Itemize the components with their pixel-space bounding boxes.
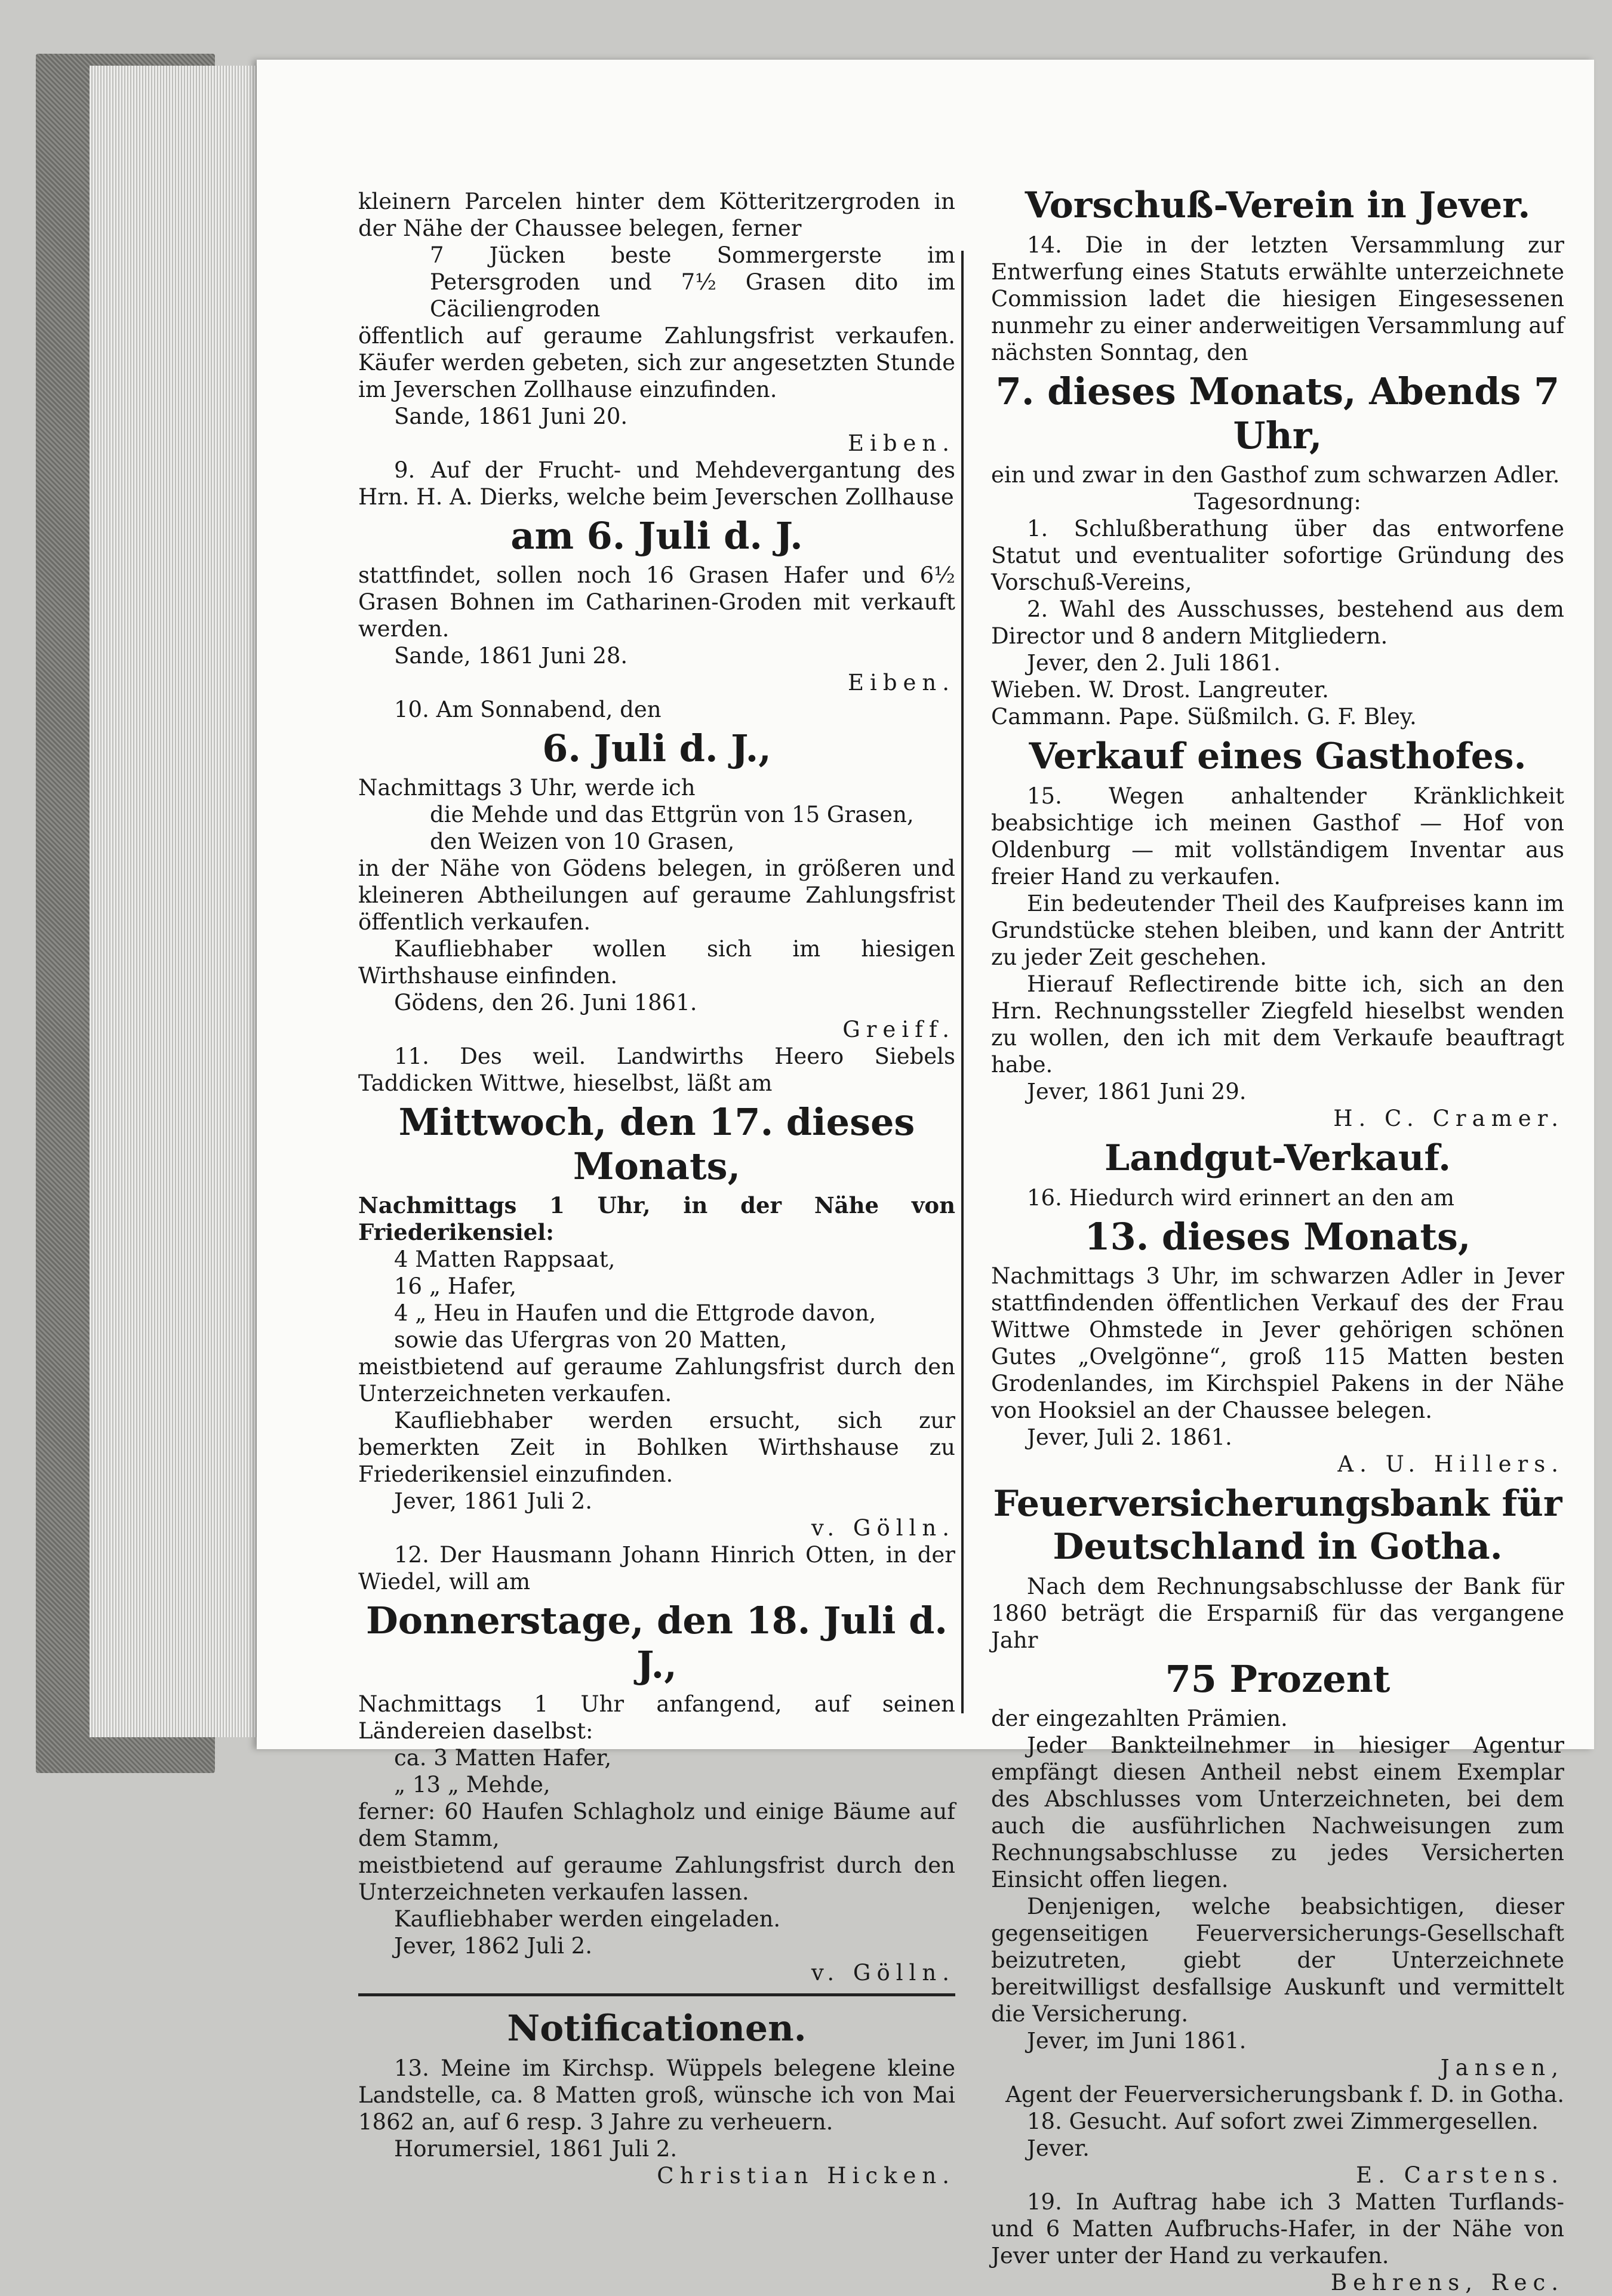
text: Jeder Bankteilnehmer in hiesiger Agentur empfängt diesen Antheil nebst einem Exemplar des Abschlusses vom Unterzeichneten, bei dem auch die ausführlichen Nachweisungen zum Rechnungsabschlusse zu jedes Versicherten Einsicht offen liegen.	[991, 1732, 1564, 1892]
date-line: Jever, Juli 2. 1861.	[1027, 1424, 1232, 1450]
ad-13: 13. Meine im Kirchsp. Wüppels belegene kleine Landstelle, ca. 8 Matten groß, wünsche ich von Mai 1862 an, auf 6 resp. 3 Jahre zu verheuern.	[358, 2055, 955, 2135]
text: Denjenigen, welche beabsichtigen, dieser gegenseitigen Feuerversicherungs-Gesellschaft beizutreten, giebt der Unterzeichnete bereitwilligst desfallsige Auskunft und vermittelt die Versicherung.	[991, 1894, 1564, 2027]
ad-15: 15. Wegen anhaltender Kränklichkeit beabsichtige ich meinen Gasthof — Hof von Oldenburg — mit vollständigem Inventar aus freier Hand zu verkaufen.	[991, 783, 1564, 890]
heading-feuerversicherungsbank: Feuerversicherungsbank für Deutschland in Gotha.	[993, 1483, 1562, 1568]
text: Kaufliebhaber werden eingeladen.	[394, 1906, 781, 1932]
text: ein und zwar in den Gasthof zum schwarzen Adler.	[991, 462, 1560, 488]
text: Tagesordnung:	[1194, 489, 1361, 515]
signature: Eiben.	[847, 430, 955, 456]
text: meistbietend auf geraume Zahlungsfrist durch den Unterzeichneten verkaufen lassen.	[358, 1852, 955, 1905]
text: 7 Jücken beste Sommergerste im Petersgroden und 7½ Grasen dito im Cäciliengroden	[430, 242, 955, 322]
ad-16: 16. Hiedurch wird erinnert an den am	[1027, 1185, 1455, 1211]
text: 1. Schlußberathung über das entworfene Statut und eventualiter sofortige Gründung des Vorschuß-Vereins,	[991, 516, 1564, 595]
ad-12-heading: Donnerstage, den 18. Juli d. J.,	[365, 1599, 948, 1686]
ad-10: 10. Am Sonnabend, den	[394, 697, 662, 722]
left-column	[358, 188, 955, 2189]
text: Nachmittags 1 Uhr, in der Nähe von Friederikensiel:	[358, 1192, 955, 1245]
date-line: Jever, den 2. Juli 1861.	[1027, 650, 1281, 676]
text: kleinern Parcelen hinter dem Kötteritzergroden in der Nähe der Chaussee belegen, ferner	[358, 189, 955, 241]
heading-vorschuss-verein: Vorschuß-Verein in Jever.	[1025, 184, 1531, 226]
text: Kaufliebhaber wollen sich im hiesigen Wirthshause einfinden.	[358, 936, 955, 989]
text: Hierauf Reflectirende bitte ich, sich an den Hrn. Rechnungssteller Ziegfeld hieselbst wenden zu wollen, den ich mit dem Verkaufe beauftragt habe.	[991, 971, 1564, 1078]
date-line: Jever, 1861 Juli 2.	[394, 1488, 592, 1514]
heading-verkauf-gasthof: Verkauf eines Gasthofes.	[1029, 735, 1527, 777]
signature: Christian Hicken.	[657, 2163, 955, 2189]
newspaper-page	[257, 60, 1594, 2295]
date-line: Horumersiel, 1861 Juli 2.	[394, 2136, 678, 2162]
right-column	[991, 179, 1564, 2296]
text: stattfindet, sollen noch 16 Grasen Hafer und 6½ Grasen Bohnen im Catharinen-Groden mit verkauft werden.	[358, 562, 955, 642]
text: 4 „ Heu in Haufen und die Ettgrode davon,	[394, 1300, 876, 1326]
ad-11: 11. Des weil. Landwirths Heero Siebels Taddicken Wittwe, hieselbst, läßt am	[358, 1044, 955, 1096]
text: 4 Matten Rappsaat,	[394, 1247, 616, 1272]
text: 16 „ Hafer,	[394, 1273, 517, 1299]
ad-9: 9. Auf der Frucht- und Mehdevergantung des Hrn. H. A. Dierks, welche beim Jeverschen Zollhause	[358, 457, 955, 510]
ad-19: 19. In Auftrag habe ich 3 Matten Turflands- und 6 Matten Aufbruchs-Hafer, in der Nähe von Jever unter der Hand zu verkaufen.	[991, 2189, 1564, 2269]
text: Nachmittags 1 Uhr anfangend, auf seinen Ländereien daselbst:	[358, 1691, 955, 1744]
ad-12: 12. Der Hausmann Johann Hinrich Otten, in der Wiedel, will am	[358, 1542, 955, 1595]
text: sowie das Ufergras von 20 Matten,	[394, 1327, 787, 1353]
text: Kaufliebhaber werden ersucht, sich zur bemerkten Zeit in Bohlken Wirthshause zu Friederikensiel einzufinden.	[358, 1408, 955, 1487]
signature: Cammann. Pape. Süßmilch. G. F. Bley.	[991, 704, 1417, 730]
text: Jever.	[1027, 2135, 1090, 2161]
ad-18: 18. Gesucht. Auf sofort zwei Zimmergesellen.	[1027, 2109, 1539, 2134]
date-line: Sande, 1861 Juni 28.	[394, 643, 628, 669]
date-line: Jever, im Juni 1861.	[1027, 2028, 1247, 2054]
text: in der Nähe von Gödens belegen, in größeren und kleineren Abtheilungen auf geraume Zahlungsfrist öffentlich verkaufen.	[358, 855, 955, 935]
date-line: Gödens, den 26. Juni 1861.	[394, 990, 697, 1015]
heading-landgut-verkauf: Landgut-Verkauf.	[1105, 1137, 1451, 1179]
text: der eingezahlten Prämien.	[991, 1706, 1288, 1731]
text: 2. Wahl des Ausschusses, bestehend aus dem Director und 8 andern Mitgliedern.	[991, 596, 1564, 649]
ad-10-heading: 6. Juli d. J.,	[542, 727, 771, 770]
section-heading-notificationen: Notificationen.	[507, 2008, 807, 2049]
signature-title: Agent der Feuerversicherungsbank f. D. in Gotha.	[1005, 2082, 1564, 2107]
date-line: Jever, 1861 Juni 29.	[1027, 1079, 1247, 1104]
signature: v. Gölln.	[811, 1960, 955, 1986]
signature: v. Gölln.	[811, 1515, 955, 1541]
signature: Jansen,	[1440, 2055, 1564, 2080]
signature: Greiff.	[842, 1017, 955, 1042]
signature: E. Carstens.	[1356, 2162, 1564, 2188]
ad-14: 14. Die in der letzten Versammlung zur Entwerfung eines Statuts erwählte unterzeichnete Commission ladet die hiesigen Eingesessenen nunmehr zu einer anderweitigen Versammlung auf nächsten Sonntag, den	[991, 232, 1564, 365]
column-rule	[961, 251, 964, 1713]
text: ca. 3 Matten Hafer,	[394, 1745, 612, 1771]
signature: Behrens, Rec.	[1330, 2270, 1564, 2295]
section-rule	[358, 1993, 955, 1996]
text: öffentlich auf geraume Zahlungsfrist verkaufen. Käufer werden gebeten, sich zur angesetzten Stunde im Jeverschen Zollhause einzufinden.	[358, 323, 955, 402]
text: meistbietend auf geraume Zahlungsfrist durch den Unterzeichneten verkaufen.	[358, 1354, 955, 1406]
text: ferner: 60 Haufen Schlagholz und einige Bäume auf dem Stamm,	[358, 1799, 955, 1851]
text: die Mehde und das Ettgrün von 15 Grasen,	[430, 802, 914, 827]
text: den Weizen von 10 Grasen,	[430, 829, 735, 854]
ad-14-heading: 7. dieses Monats, Abends 7 Uhr,	[995, 370, 1560, 457]
text: Nachmittags 3 Uhr, im schwarzen Adler in Jever stattfindenden öffentlichen Verkauf des der Frau Wittwe Ohmstede in Jever gehörigen schönen Gutes „Ovelgönne“, groß 115 Matten besten Grodenlandes, im Kirchspiel Pakens in der Nähe von Hooksiel an der Chaussee belegen.	[991, 1263, 1564, 1423]
date-line: Jever, 1862 Juli 2.	[394, 1933, 592, 1959]
text: Ein bedeutender Theil des Kaufpreises kann im Grundstücke stehen bleiben, und kann der Antritt zu jeder Zeit geschehen.	[991, 891, 1564, 970]
text: „ 13 „ Mehde,	[394, 1772, 550, 1798]
signature: A. U. Hillers.	[1337, 1451, 1564, 1477]
ad-11-heading: Mittwoch, den 17. dieses Monats,	[398, 1100, 915, 1188]
signature: Eiben.	[847, 670, 955, 695]
ad-9-heading: am 6. Juli d. J.	[510, 514, 803, 558]
signature: Wieben. W. Drost. Langreuter.	[991, 677, 1329, 703]
text: Nachmittags 3 Uhr, werde ich	[358, 775, 696, 801]
ad-16-heading: 13. dieses Monats,	[1084, 1215, 1471, 1258]
ad-17-heading: 75 Prozent	[1165, 1657, 1390, 1701]
date-line: Sande, 1861 Juni 20.	[394, 404, 628, 429]
signature: H. C. Cramer.	[1333, 1106, 1564, 1131]
ad-17: Nach dem Rechnungsabschlusse der Bank für 1860 beträgt die Ersparniß für das vergangene Jahr	[991, 1574, 1564, 1653]
page-edges	[90, 66, 269, 1737]
